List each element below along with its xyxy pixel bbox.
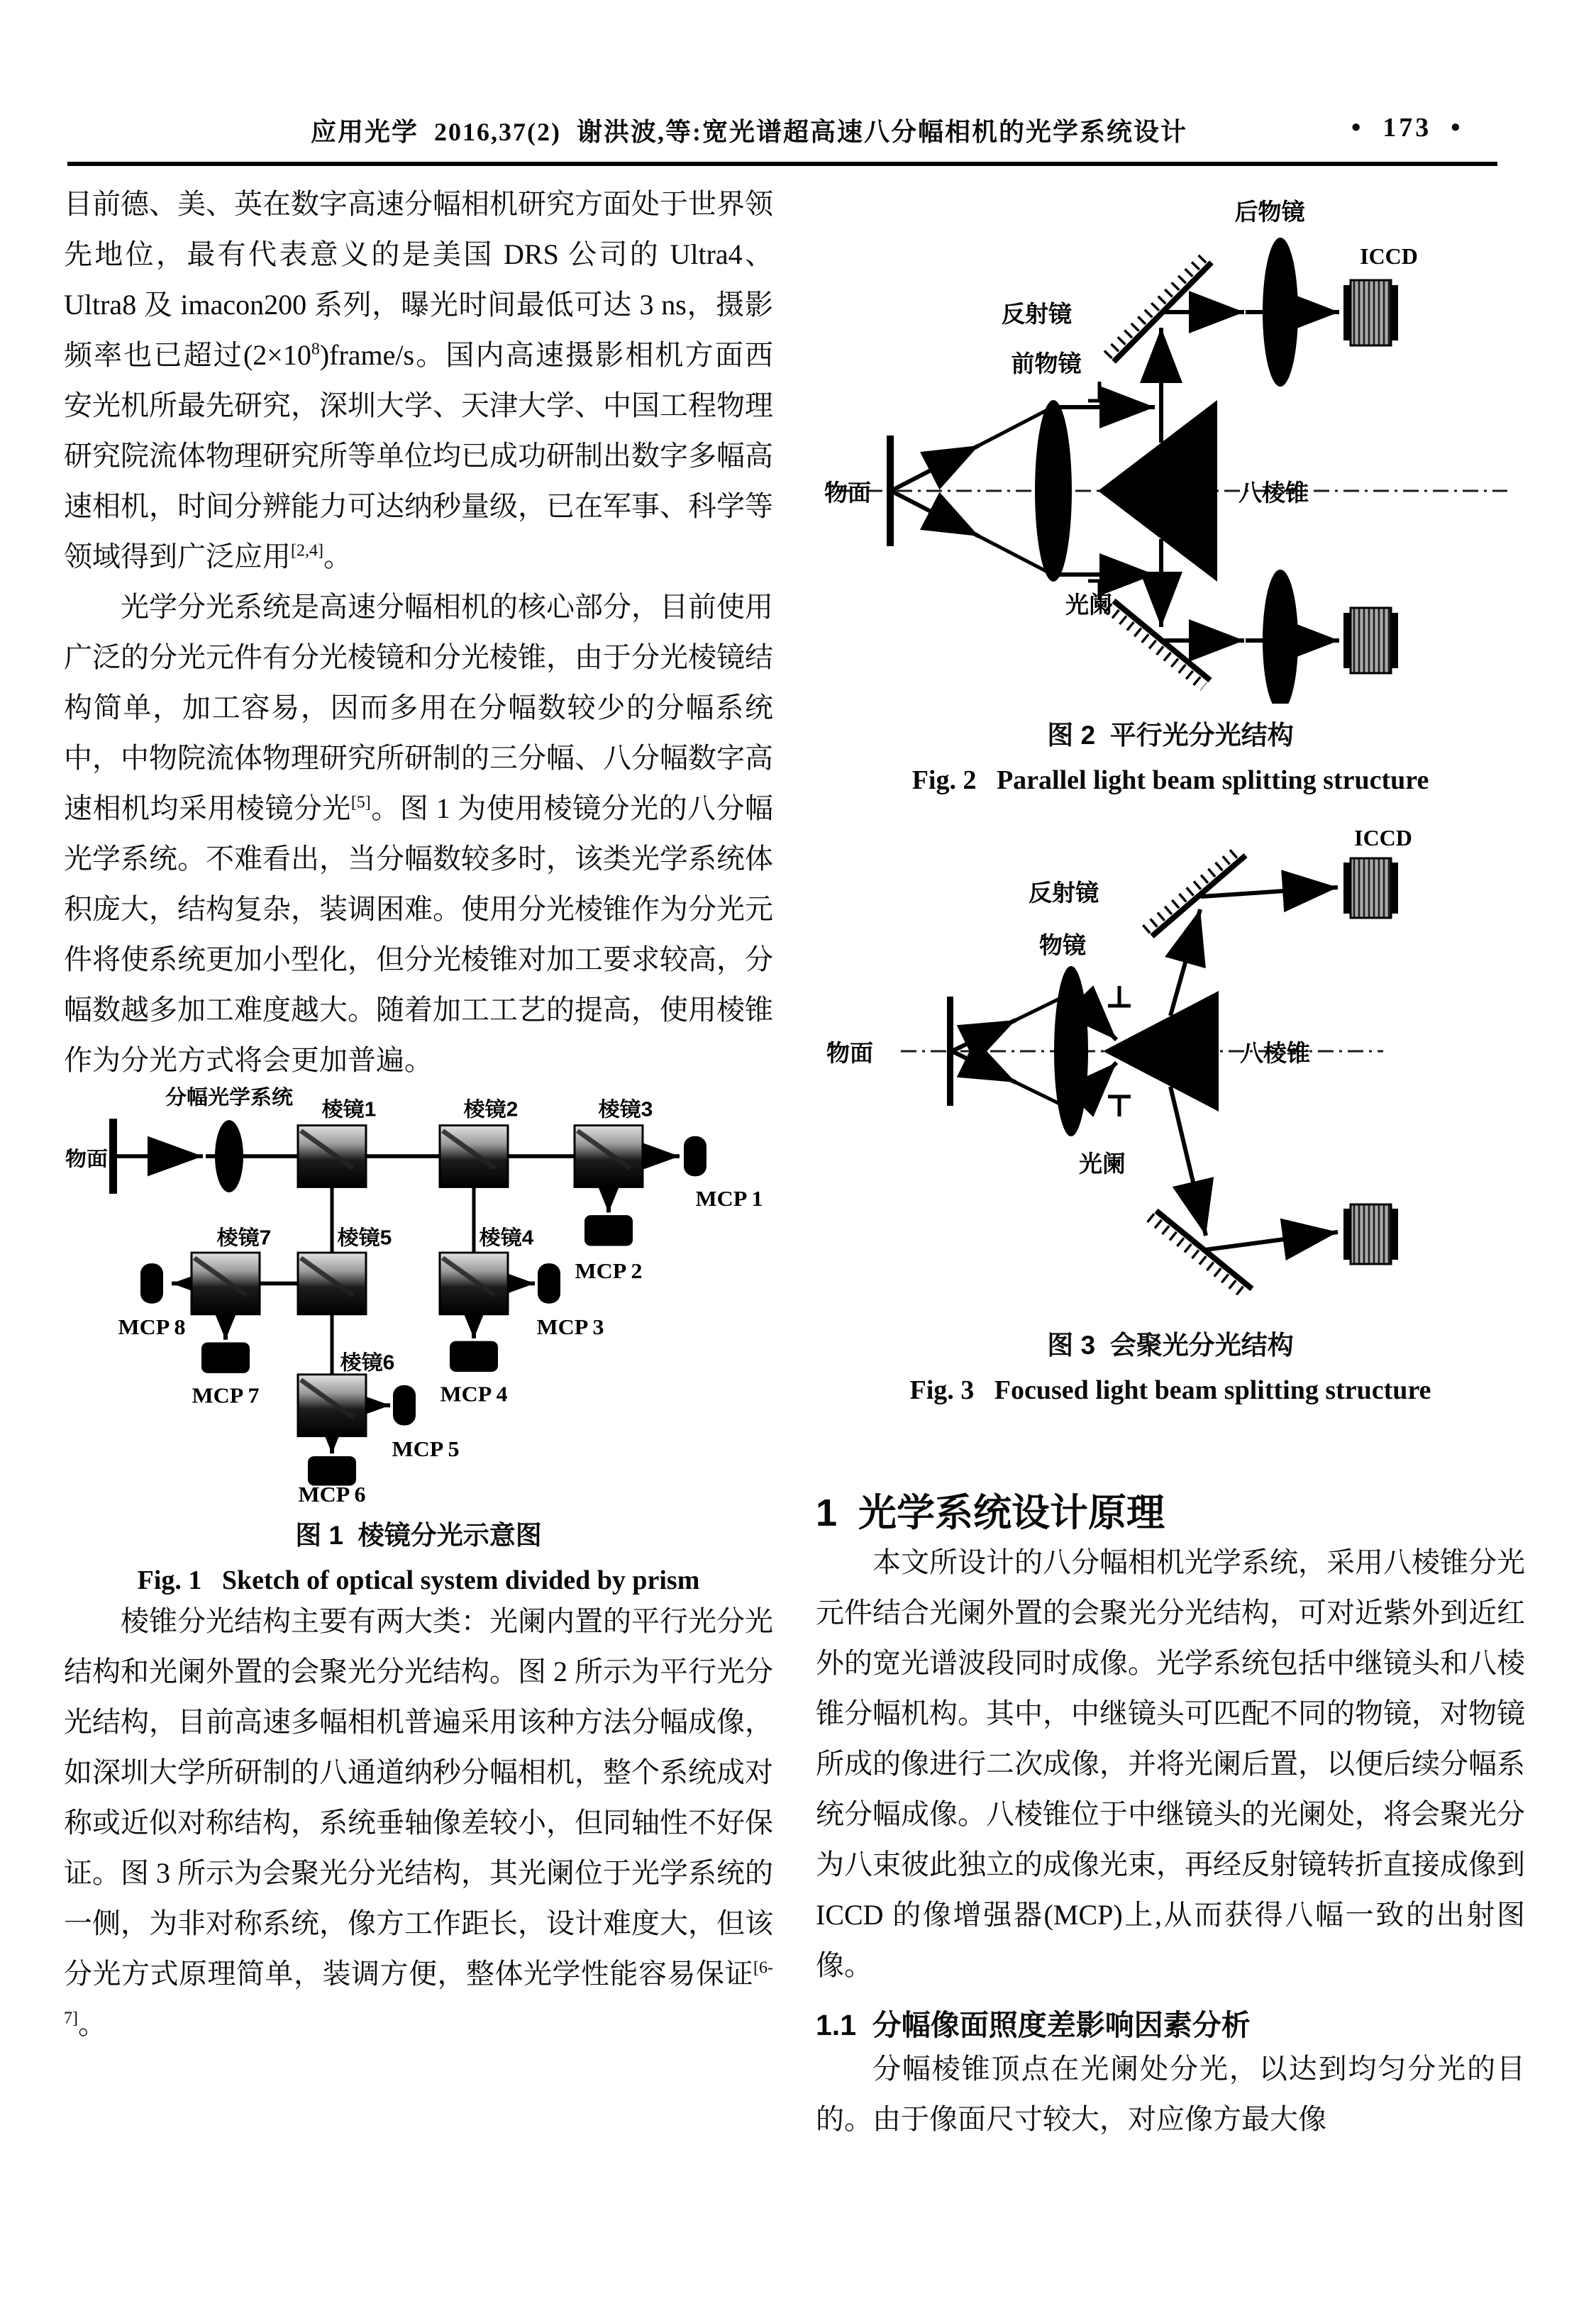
mcp-7-label: MCP 7 — [192, 1383, 260, 1408]
section-1-1-paragraph: 分幅棱锥顶点在光阑处分光，以达到均匀分光的目的。由于像面尺寸较大，对应像方最大像 — [816, 2053, 1525, 2135]
object-plane-label: 物面 — [824, 479, 871, 506]
running-header: 应用光学 2016,37(2) 谢洪波,等:宽光谱超高速八分幅相机的光学系统设计 — [311, 118, 1187, 146]
prism-2-label: 棱镜2 — [463, 1099, 519, 1121]
object-plane-bar — [947, 997, 953, 1106]
prism-1-label: 棱镜1 — [321, 1099, 377, 1121]
iccd-top — [1343, 858, 1398, 918]
iccd-bottom — [1343, 608, 1398, 673]
object-plane-label: 物面 — [826, 1040, 873, 1066]
prism-7 — [192, 1253, 260, 1314]
front-objective-label: 前物镜 — [1011, 350, 1082, 377]
stop-mark-top — [1088, 382, 1111, 401]
mirror-bottom — [1107, 601, 1210, 687]
section-1-paragraph: 本文所设计的八分幅相机光学系统，采用八棱锥分光元件结合光阑外置的会聚光分光结构，可对近紫外到近红外的宽光谱波段同时成像。光学系统包括中继镜头和八棱锥分幅机构。其中，中继镜头可匹配不同的物镜，对物镜所成的像进行二次成像，并将光阑后置，以便后续分幅系统分幅成像。八棱锥位于中继镜头的光阑处，将会聚光分为八束彼此独立的成像光束，再经反射镜转折直接成像到 ICCD 的像增强器(MCP)上,从而获得八幅一致的出射图像。 — [816, 1546, 1525, 1981]
mirror-label: 反射镜 — [1029, 880, 1099, 906]
objective-label: 物镜 — [1039, 932, 1086, 958]
prism-3 — [575, 1126, 643, 1187]
figure-3-diagram — [816, 817, 1525, 1314]
stop-mark-bottom — [1108, 1097, 1131, 1116]
mcp-6 — [308, 1456, 356, 1486]
page-number: • 173 • — [1351, 113, 1463, 143]
object-plane-bar — [887, 436, 894, 546]
figure-1-caption-zh: 图 1 棱镜分光示意图 — [295, 1521, 542, 1550]
figure-3-caption-zh: 图 3 会聚光分光结构 — [1047, 1331, 1294, 1360]
mcp-1 — [684, 1136, 706, 1177]
framing-optics-label: 分幅光学系统 — [165, 1087, 293, 1109]
prism-5 — [298, 1253, 366, 1314]
stop-mark-top — [1108, 986, 1131, 1006]
figure-1-caption-en: Fig. 1 Sketch of optical system divided by prism — [137, 1565, 700, 1595]
section-1-1-heading: 1.1 分幅像面照度差影响因素分析 — [816, 2009, 1251, 2041]
rear-objective-lens-2 — [1263, 570, 1298, 704]
object-plane-bar — [109, 1119, 117, 1194]
mcp-4 — [450, 1341, 498, 1372]
prism-3-label: 棱镜3 — [598, 1099, 653, 1121]
mcp-6-label: MCP 6 — [298, 1482, 366, 1504]
prism-5-label: 棱镜5 — [337, 1227, 392, 1250]
figure-2-diagram — [816, 186, 1525, 704]
mcp-7 — [201, 1342, 250, 1373]
pyramid-label: 八棱锥 — [1238, 479, 1309, 506]
mcp-5 — [393, 1385, 416, 1426]
mcp-4-label: MCP 4 — [440, 1382, 508, 1407]
mcp-1-label: MCP 1 — [695, 1186, 763, 1211]
paragraph-intro: 目前德、美、英在数字高速分幅相机研究方面处于世界领先地位，最有代表意义的是美国 DRS 公司的 Ultra4、Ultra8 及 imacon200 系列，曝光时间最低可达 3 ns，摄影频率也已超过$(2\times 10^8)frame/s$。国内高速摄影相机方面西安光机所最先研究，深圳大学、天津大学、中国工程物理研究院流体物理研究所等单位均已成功研制出数字多幅高速相机，时间分辨能力可达纳秒量级，已在军事、科学等领域得到广泛应用[2,4]。 — [64, 188, 773, 572]
framing-lens — [215, 1120, 243, 1192]
paragraph-structures: 棱锥分光结构主要有两大类：光阑内置的平行光分光结构和光阑外置的会聚光分光结构。图 2 所示为平行光分光结构，目前高速多幅相机普遍采用该种方法分幅成像，如深圳大学所研制的八通道纳秒分幅相机，整个系统成对称或近似对称结构，系统垂轴像差较小，但同轴性不好保证。图 3 所示为会聚光分光结构，其光阑位于光学系统的一侧，为非对称系统，像方工作距长，设计难度大，但该分光方式原理简单，装调方便，整体光学性能容易保证[6-7]。 — [64, 1605, 773, 2040]
figure-1-diagram — [64, 1085, 773, 1504]
iccd-top — [1343, 280, 1398, 345]
prism-4-label: 棱镜4 — [479, 1227, 534, 1250]
aperture-label: 光阑 — [1079, 1151, 1126, 1177]
object-plane-label: 物面 — [65, 1148, 108, 1171]
iccd-label: ICCD — [1354, 825, 1412, 850]
aperture-label: 光阑 — [1065, 592, 1112, 618]
prism-6-label: 棱镜6 — [340, 1351, 395, 1375]
prism-7-label: 棱镜7 — [216, 1227, 272, 1250]
mcp-3-label: MCP 3 — [536, 1314, 604, 1339]
octagonal-pyramid — [1098, 400, 1217, 582]
figure-2-caption-zh: 图 2 平行光分光结构 — [1047, 721, 1294, 750]
paragraph-splitting-system: 光学分光系统是高速分幅相机的核心部分，目前使用广泛的分光元件有分光棱镜和分光棱锥，由于分光棱镜结构简单，加工容易，因而多用在分幅数较少的分幅系统中，中物院流体物理研究所研制的三分幅、八分幅数字高速相机均采用棱镜分光[5]。图 1 为使用棱镜分光的八分幅光学系统。不难看出，当分幅数较多时，该类光学系统体积庞大，结构复杂，装调困难。使用分光棱锥作为分光元件将使系统更加小型化，但分光棱锥对加工要求较高，分幅数越多加工难度越大。随着加工工艺的提高，使用棱锥作为分光方式将会更加普遍。 — [64, 591, 774, 1076]
objective-lens — [1054, 966, 1088, 1136]
mcp-5-label: MCP 5 — [392, 1436, 460, 1461]
prism-1 — [298, 1126, 366, 1187]
prism-6 — [298, 1375, 366, 1436]
pyramid-label: 八棱锥 — [1240, 1040, 1310, 1066]
front-objective-lens — [1035, 400, 1072, 582]
mcp-8 — [140, 1263, 163, 1304]
iccd-label: ICCD — [1360, 243, 1418, 269]
mcp-2-label: MCP 2 — [575, 1258, 643, 1283]
rear-objective-label: 后物镜 — [1234, 199, 1305, 225]
prism-4 — [440, 1253, 508, 1314]
mcp-2 — [584, 1215, 633, 1246]
header-rule — [67, 162, 1497, 166]
prism-2 — [440, 1126, 508, 1187]
left-column — [64, 179, 773, 2049]
figure-2-caption-en: Fig. 2 Parallel light beam splitting structure — [911, 765, 1429, 795]
octagonal-pyramid — [1103, 991, 1219, 1111]
mirror-label: 反射镜 — [1002, 301, 1072, 327]
figure-3-caption-en: Fig. 3 Focused light beam splitting structure — [909, 1375, 1431, 1405]
rear-objective-lens — [1263, 238, 1298, 387]
right-column — [816, 186, 1525, 2144]
iccd-bottom — [1343, 1204, 1398, 1264]
section-1-heading: 1 光学系统设计原理 — [816, 1492, 1165, 1534]
mcp-8-label: MCP 8 — [118, 1314, 186, 1339]
mcp-3 — [538, 1263, 560, 1304]
